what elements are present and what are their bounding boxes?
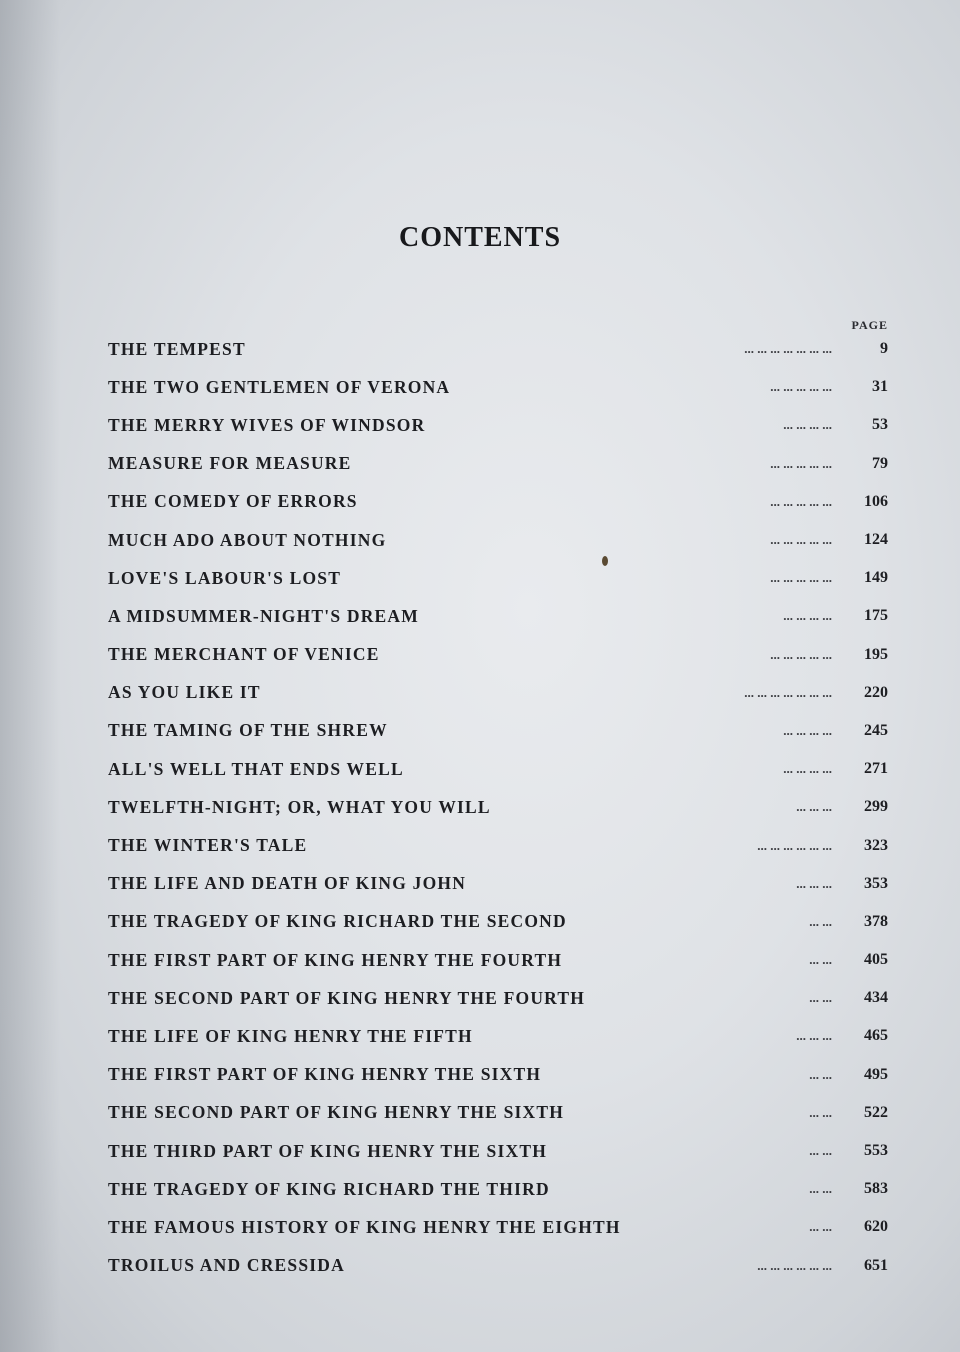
leader-dots: ... ... ... ...	[783, 608, 832, 624]
leader-dots: ... ...	[809, 1219, 832, 1235]
leader-dots: ... ... ... ... ... ...	[757, 1257, 832, 1273]
toc-entry-title: ALL'S WELL THAT ENDS WELL	[108, 758, 404, 779]
toc-entry-page: 553	[864, 1142, 888, 1160]
toc-entry-page: 299	[864, 798, 888, 816]
toc-entry	[108, 636, 888, 674]
toc-entry-page: 651	[864, 1256, 888, 1274]
toc-entry	[108, 941, 888, 979]
leader-dots: ... ... ... ... ... ... ...	[744, 341, 832, 357]
toc-entry	[108, 521, 888, 559]
toc-entry-page: 175	[864, 607, 888, 625]
toc-entry-title: THE TWO GENTLEMEN OF VERONA	[108, 376, 451, 397]
toc-entry-title: THE TRAGEDY OF KING RICHARD THE THIRD	[108, 1178, 550, 1199]
toc-entry-page: 620	[864, 1218, 888, 1236]
toc-entry-page: 522	[864, 1103, 888, 1121]
toc-entry-title: A MIDSUMMER-NIGHT'S DREAM	[108, 605, 419, 626]
leader-dots: ... ...	[809, 913, 832, 929]
toc-entry-page: 245	[864, 721, 888, 739]
leader-dots: ... ...	[809, 1143, 832, 1159]
toc-entry	[108, 674, 888, 712]
toc-entry	[108, 559, 888, 597]
toc-entry-title: LOVE'S LABOUR'S LOST	[108, 567, 342, 588]
leader-dots: ... ... ... ... ...	[770, 570, 832, 586]
leader-dots: ... ... ...	[796, 799, 832, 815]
toc-entry-title: TWELFTH-NIGHT; OR, WHAT YOU WILL	[108, 796, 491, 817]
toc-entry-page: 434	[864, 989, 888, 1007]
toc-entry-title: THE MERRY WIVES OF WINDSOR	[108, 414, 426, 435]
toc-entry	[108, 406, 888, 444]
toc-entry-title: THE TEMPEST	[108, 338, 246, 359]
toc-entry-page: 378	[864, 912, 888, 930]
toc-entry-title: THE TRAGEDY OF KING RICHARD THE SECOND	[108, 911, 567, 932]
toc-entry-title: THE FAMOUS HISTORY OF KING HENRY THE EIGHTH	[108, 1216, 621, 1237]
leader-dots: ... ... ... ... ...	[770, 493, 832, 509]
toc-entry-page: 271	[864, 760, 888, 778]
toc-entry-page: 9	[880, 340, 888, 358]
toc-entry	[108, 597, 888, 635]
leader-dots: ... ... ... ... ...	[770, 455, 832, 471]
toc-entry	[108, 1132, 888, 1170]
toc-entry-page: 465	[864, 1027, 888, 1045]
leader-dots: ... ... ... ... ...	[770, 532, 832, 548]
leader-dots: ... ...	[809, 952, 832, 968]
leader-dots: ... ... ...	[796, 1028, 832, 1044]
leader-dots: ... ...	[809, 1181, 832, 1197]
toc-entry	[108, 445, 888, 483]
toc-entry	[108, 1208, 888, 1246]
toc-entry	[108, 712, 888, 750]
toc-entry-page: 195	[864, 645, 888, 663]
toc-entry-page: 405	[864, 951, 888, 969]
leader-dots: ... ... ... ... ...	[770, 379, 832, 395]
toc-entry-title: TROILUS AND CRESSIDA	[108, 1255, 345, 1276]
leader-dots: ... ... ... ...	[783, 761, 832, 777]
toc-entry	[108, 903, 888, 941]
toc-entry-page: 124	[864, 531, 888, 549]
toc-entry	[108, 330, 888, 368]
toc-entry-title: THE WINTER'S TALE	[108, 835, 308, 856]
toc-entry-page: 495	[864, 1065, 888, 1083]
toc-entry-page: 149	[864, 569, 888, 587]
ink-speck	[602, 556, 608, 566]
toc-entry-page: 583	[864, 1180, 888, 1198]
toc-entry-page: 353	[864, 874, 888, 892]
toc-entry-title: AS YOU LIKE IT	[108, 682, 261, 703]
toc-entry	[108, 1056, 888, 1094]
leader-dots: ... ... ... ...	[783, 722, 832, 738]
toc-entry	[108, 788, 888, 826]
leader-dots: ... ... ... ...	[783, 417, 832, 433]
toc-entry-title: THE LIFE OF KING HENRY THE FIFTH	[108, 1025, 473, 1046]
toc-entry-page: 53	[872, 416, 888, 434]
leader-dots: ... ... ... ... ... ...	[757, 837, 832, 853]
leader-dots: ... ... ... ... ... ... ...	[744, 684, 832, 700]
toc-entry-title: THE SECOND PART OF KING HENRY THE SIXTH	[108, 1102, 565, 1123]
toc-entry	[108, 1017, 888, 1055]
toc-entry-title: MUCH ADO ABOUT NOTHING	[108, 529, 387, 550]
toc-entry-title: THE COMEDY OF ERRORS	[108, 491, 358, 512]
toc-entry-page: 79	[872, 454, 888, 472]
toc-entry	[108, 979, 888, 1017]
toc-entry-title: THE TAMING OF THE SHREW	[108, 720, 388, 741]
toc-entry	[108, 1094, 888, 1132]
table-of-contents	[108, 330, 888, 1285]
toc-entry	[108, 483, 888, 521]
leader-dots: ... ... ...	[796, 875, 832, 891]
toc-entry	[108, 826, 888, 864]
toc-entry-title: THE SECOND PART OF KING HENRY THE FOURTH	[108, 987, 586, 1008]
toc-entry	[108, 1247, 888, 1285]
toc-entry	[108, 750, 888, 788]
toc-entry-title: THE FIRST PART OF KING HENRY THE FOURTH	[108, 949, 563, 970]
toc-entry	[108, 865, 888, 903]
toc-entry-title: THE MERCHANT OF VENICE	[108, 644, 380, 665]
leader-dots: ... ...	[809, 990, 832, 1006]
toc-entry-title: THE THIRD PART OF KING HENRY THE SIXTH	[108, 1140, 548, 1161]
leader-dots: ... ...	[809, 1104, 832, 1120]
page-title: CONTENTS	[398, 222, 562, 253]
toc-entry-title: THE LIFE AND DEATH OF KING JOHN	[108, 873, 467, 894]
toc-entry-page: 106	[864, 492, 888, 510]
toc-entry	[108, 368, 888, 406]
toc-entry-page: 323	[864, 836, 888, 854]
toc-entry-title: THE FIRST PART OF KING HENRY THE SIXTH	[108, 1064, 542, 1085]
toc-entry-page: 220	[864, 683, 888, 701]
toc-entry	[108, 1170, 888, 1208]
toc-entry-title: MEASURE FOR MEASURE	[108, 453, 352, 474]
toc-entry-page: 31	[872, 378, 888, 396]
leader-dots: ... ...	[809, 1066, 832, 1082]
leader-dots: ... ... ... ... ...	[770, 646, 832, 662]
page-column-label: PAGE	[851, 318, 888, 332]
